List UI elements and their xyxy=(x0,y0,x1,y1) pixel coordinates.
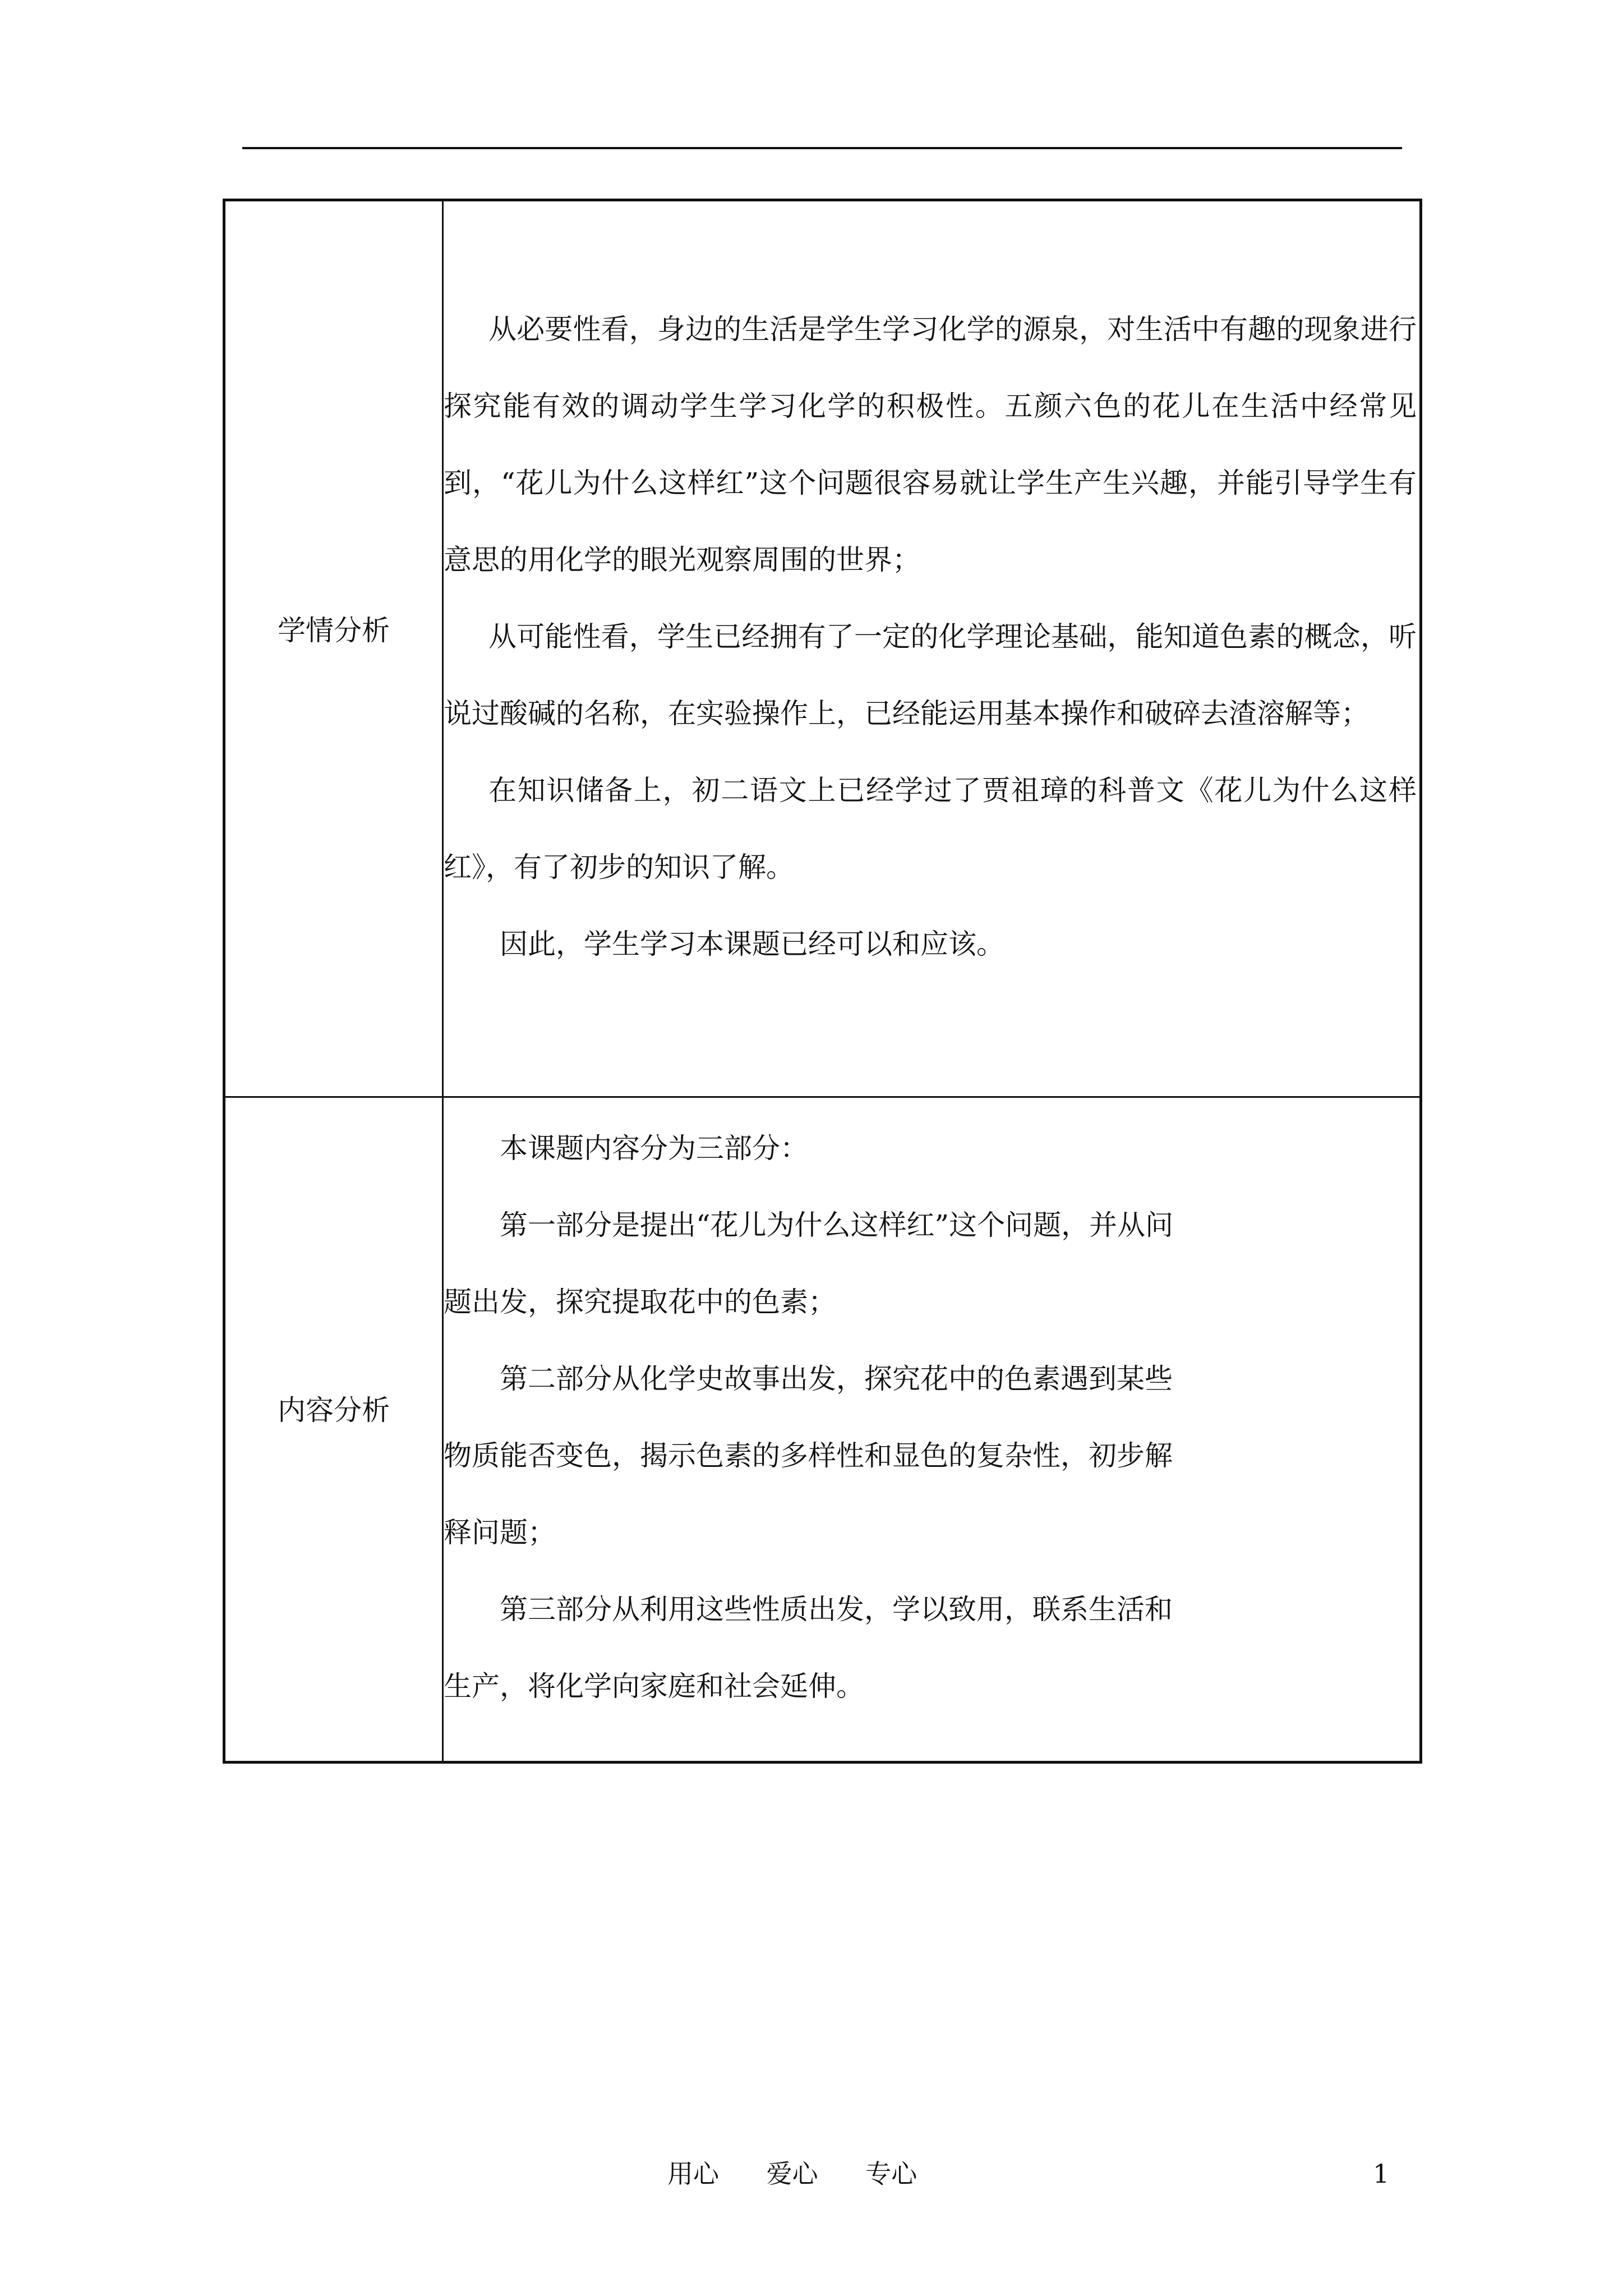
row-divider xyxy=(225,1096,1419,1098)
page-number: 1 xyxy=(1373,2159,1390,2189)
paragraph: 在知识储备上，初二语文上已经学过了贾祖璋的科普文《花儿为什么这样红》，有了初步的知识了解。 xyxy=(444,774,1417,884)
paragraph: 第三部分从利用这些性质出发，学以致用，联系生活和生产，将化学向家庭和社会延伸。 xyxy=(444,1593,1173,1703)
analysis-table xyxy=(223,199,1422,1764)
student-analysis-content xyxy=(444,291,1417,983)
paragraph: 从必要性看，身边的生活是学生学习化学的源泉，对生活中有趣的现象进行探究能有效的调动学生学习化学的积极性。五颜六色的花儿在生活中经常见到，“花儿为什么这样红”这个问题很容易就让学生产生兴趣，并能引导学生有意思的用化学的眼光观察周围的世界； xyxy=(444,313,1417,576)
paragraph: 本课题内容分为三部分： xyxy=(500,1132,808,1165)
row-label-content-analysis: 内容分析 xyxy=(278,1394,390,1427)
paragraph: 第二部分从化学史故事出发，探究花中的色素遇到某些物质能否变色，揭示色素的多样性和显色的复杂性，初步解释问题； xyxy=(444,1363,1173,1549)
paragraph: 第一部分是提出“花儿为什么这样红”这个问题，并从问题出发，探究提取花中的色素； xyxy=(444,1209,1174,1318)
header-rule xyxy=(242,147,1402,149)
row-label-student-analysis: 学情分析 xyxy=(278,614,390,647)
content-analysis-content xyxy=(444,1110,1184,1725)
paragraph: 因此，学生学习本课题已经可以和应该。 xyxy=(500,928,1004,960)
footer-motto: 用心 爱心 专心 xyxy=(667,2159,917,2189)
paragraph: 从可能性看，学生已经拥有了一定的化学理论基础，能知道色素的概念，听说过酸碱的名称，在实验操作上，已经能运用基本操作和破碎去渣溶解等； xyxy=(444,620,1417,730)
page-footer xyxy=(0,2154,1623,2193)
